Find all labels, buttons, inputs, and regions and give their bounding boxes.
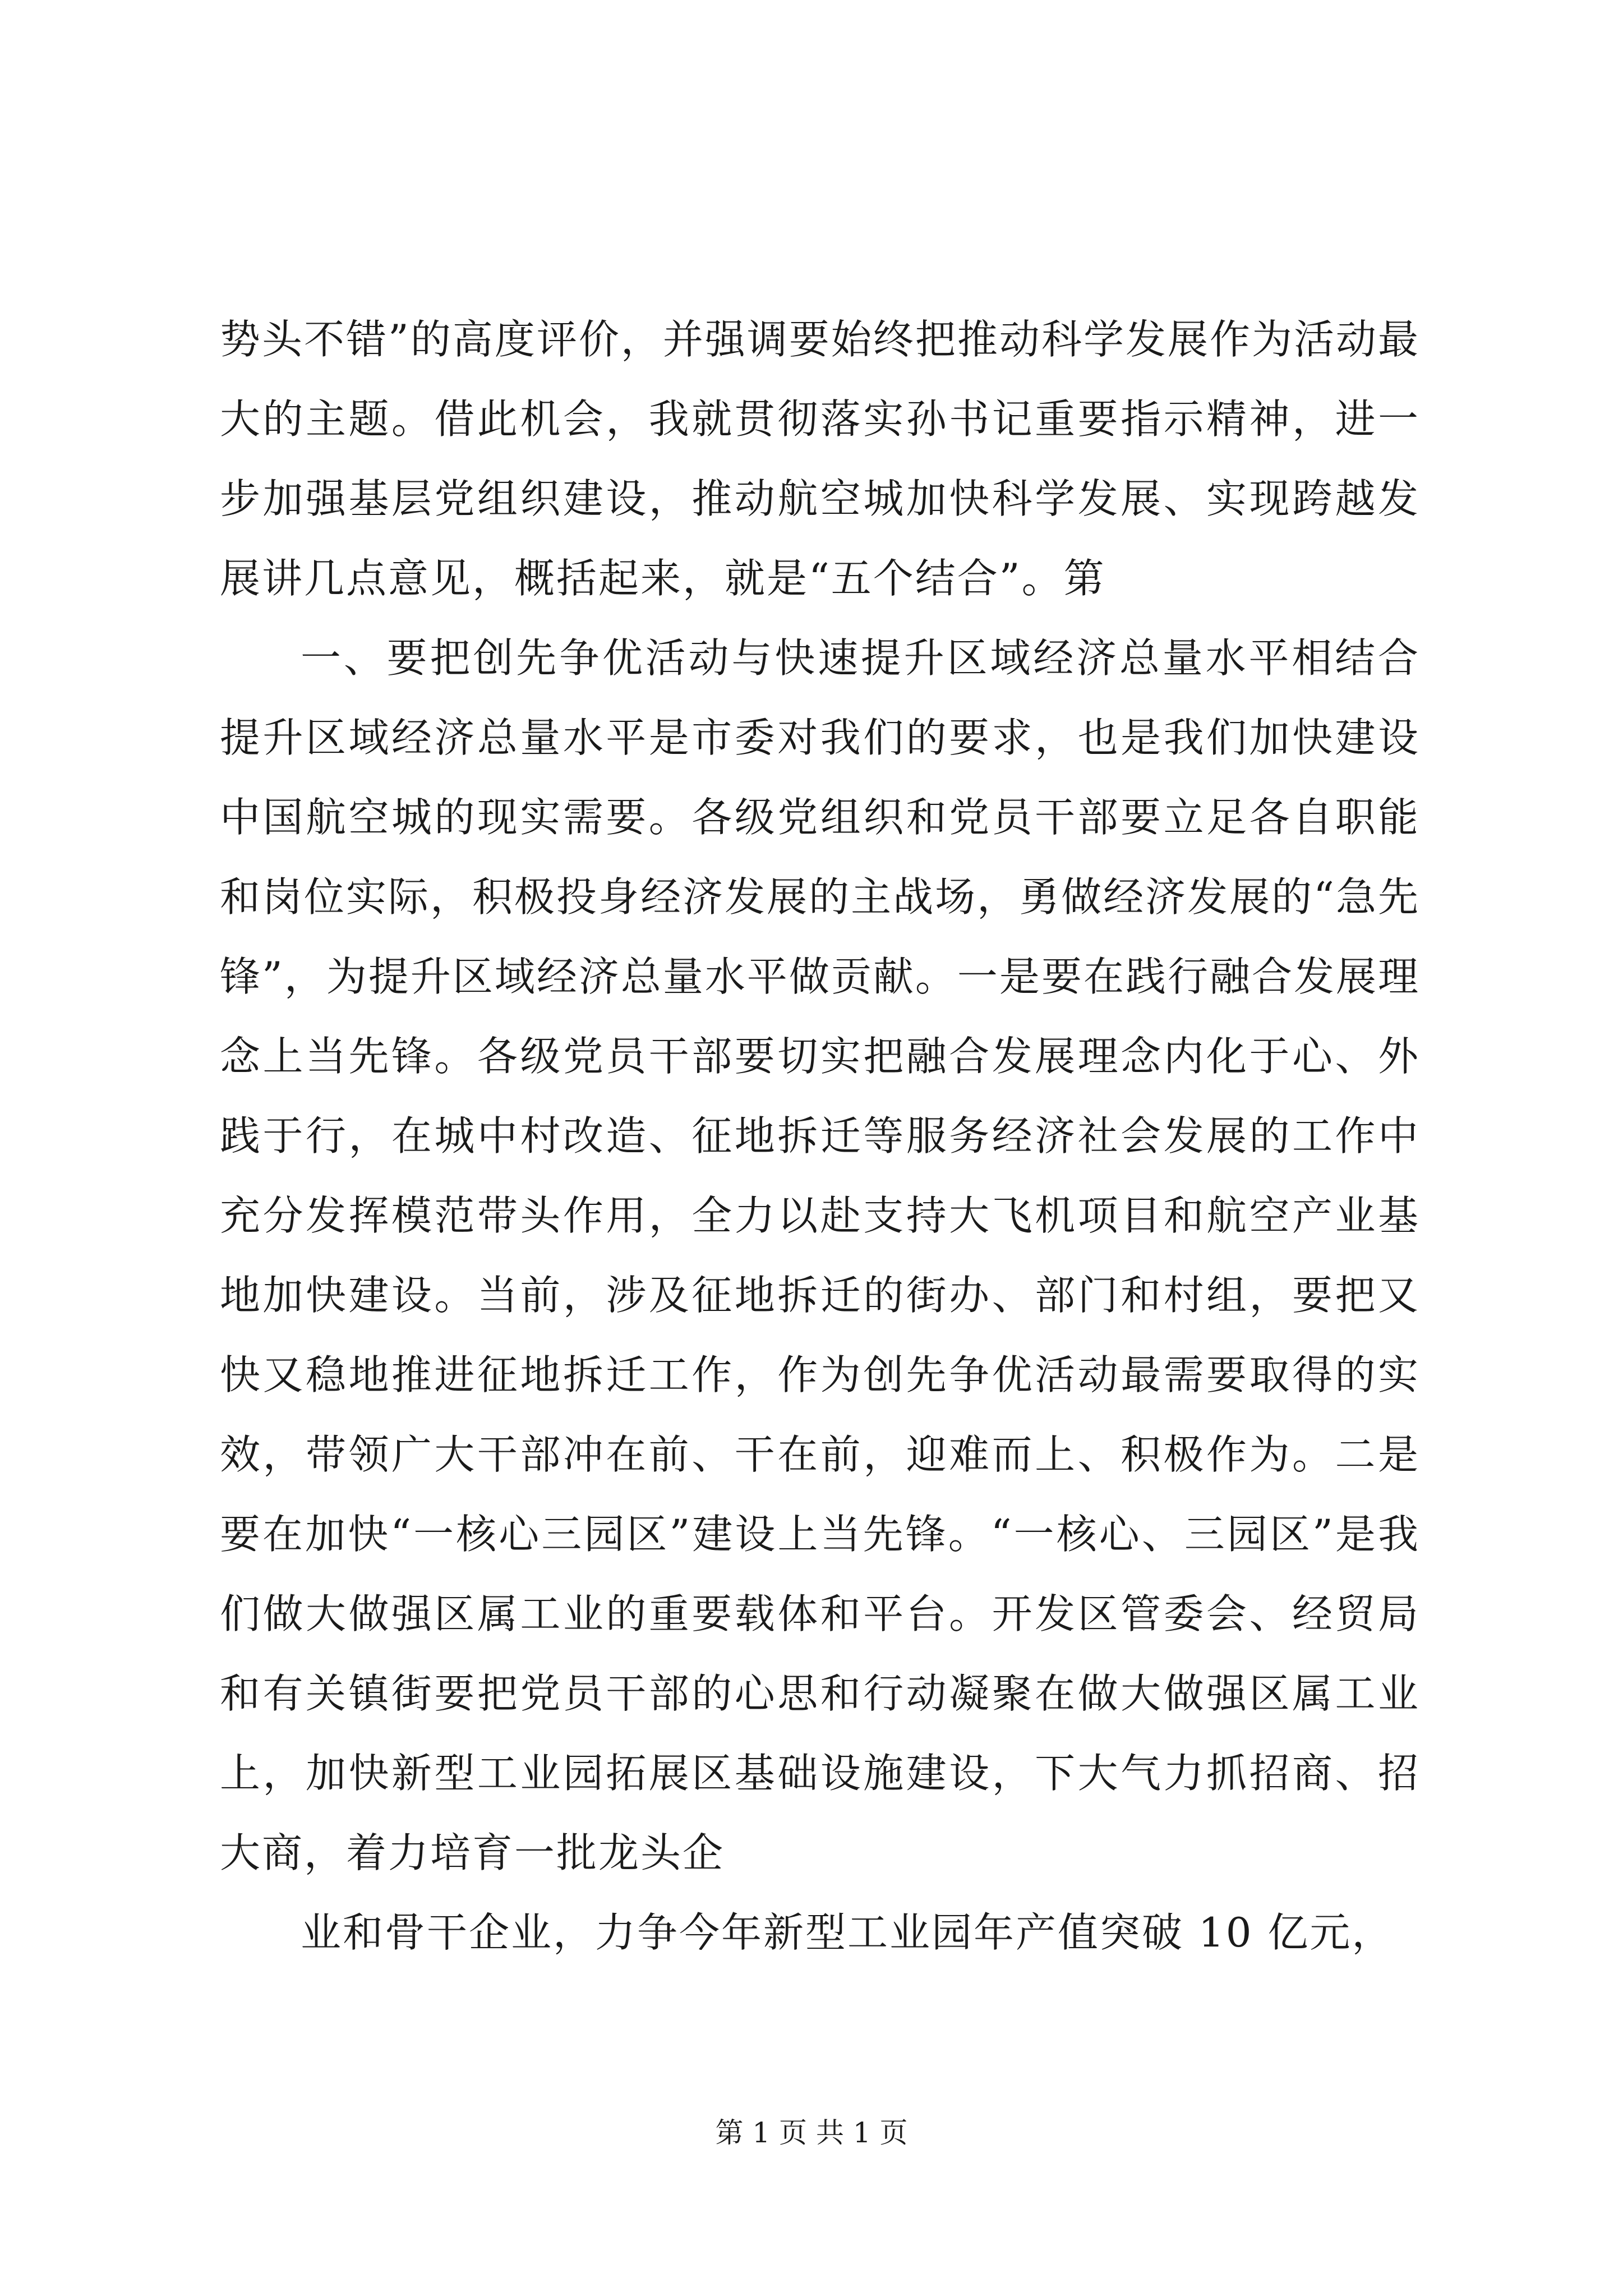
paragraph-1: 势头不错”的高度评价，并强调要始终把推动科学发展作为活动最大的主题。借此机会，我就贯彻落实孙书记重要指示精神，进一步加强基层党组织建设，推动航空城加快科学发展、实现跨越发展讲几点意见，概括起来，就是“五个结合”。第 (220, 316, 1420, 602)
paragraph-2: 一、要把创先争优活动与快速提升区域经济总量水平相结合提升区域经济总量水平是市委对我们的要求，也是我们加快建设中国航空城的现实需要。各级党组织和党员干部要立足各自职能和岗位实际，积极投身经济发展的主战场，勇做经济发展的“急先锋”，为提升区域经济总量水平做贡献。一是要在践行融合发展理念上当先锋。各级党员干部要切实把融合发展理念内化于心、外践于行，在城中村改造、征地拆迁等服务经济社会发展的工作中充分发挥模范带头作用，全力以赴支持大飞机项目和航空产业基地加快建设。当前，涉及征地拆迁的街办、部门和村组，要把又快又稳地推进征地拆迁工作，作为创先争优活动最需要取得的实效，带领广大干部冲在前、干在前，迎难而上、积极作为。二是要在加快“一核心三园区”建设上当先锋。“一核心、三园区”是我们做大做强区属工业的重要载体和平台。开发区管委会、经贸局和有关镇街要把党员干部的心思和行动凝聚在做大做强区属工业上，加快新型工业园拓展区基础设施建设，下大气力抓招商、招大商，着力培育一批龙头企 (220, 634, 1420, 1876)
document-body (220, 300, 1420, 1972)
page-footer: 第 1 页 共 1 页 (715, 2116, 908, 2149)
paragraph-3: 业和骨干企业，力争今年新型工业园年产值突破 10 亿元， (301, 1909, 1394, 1956)
